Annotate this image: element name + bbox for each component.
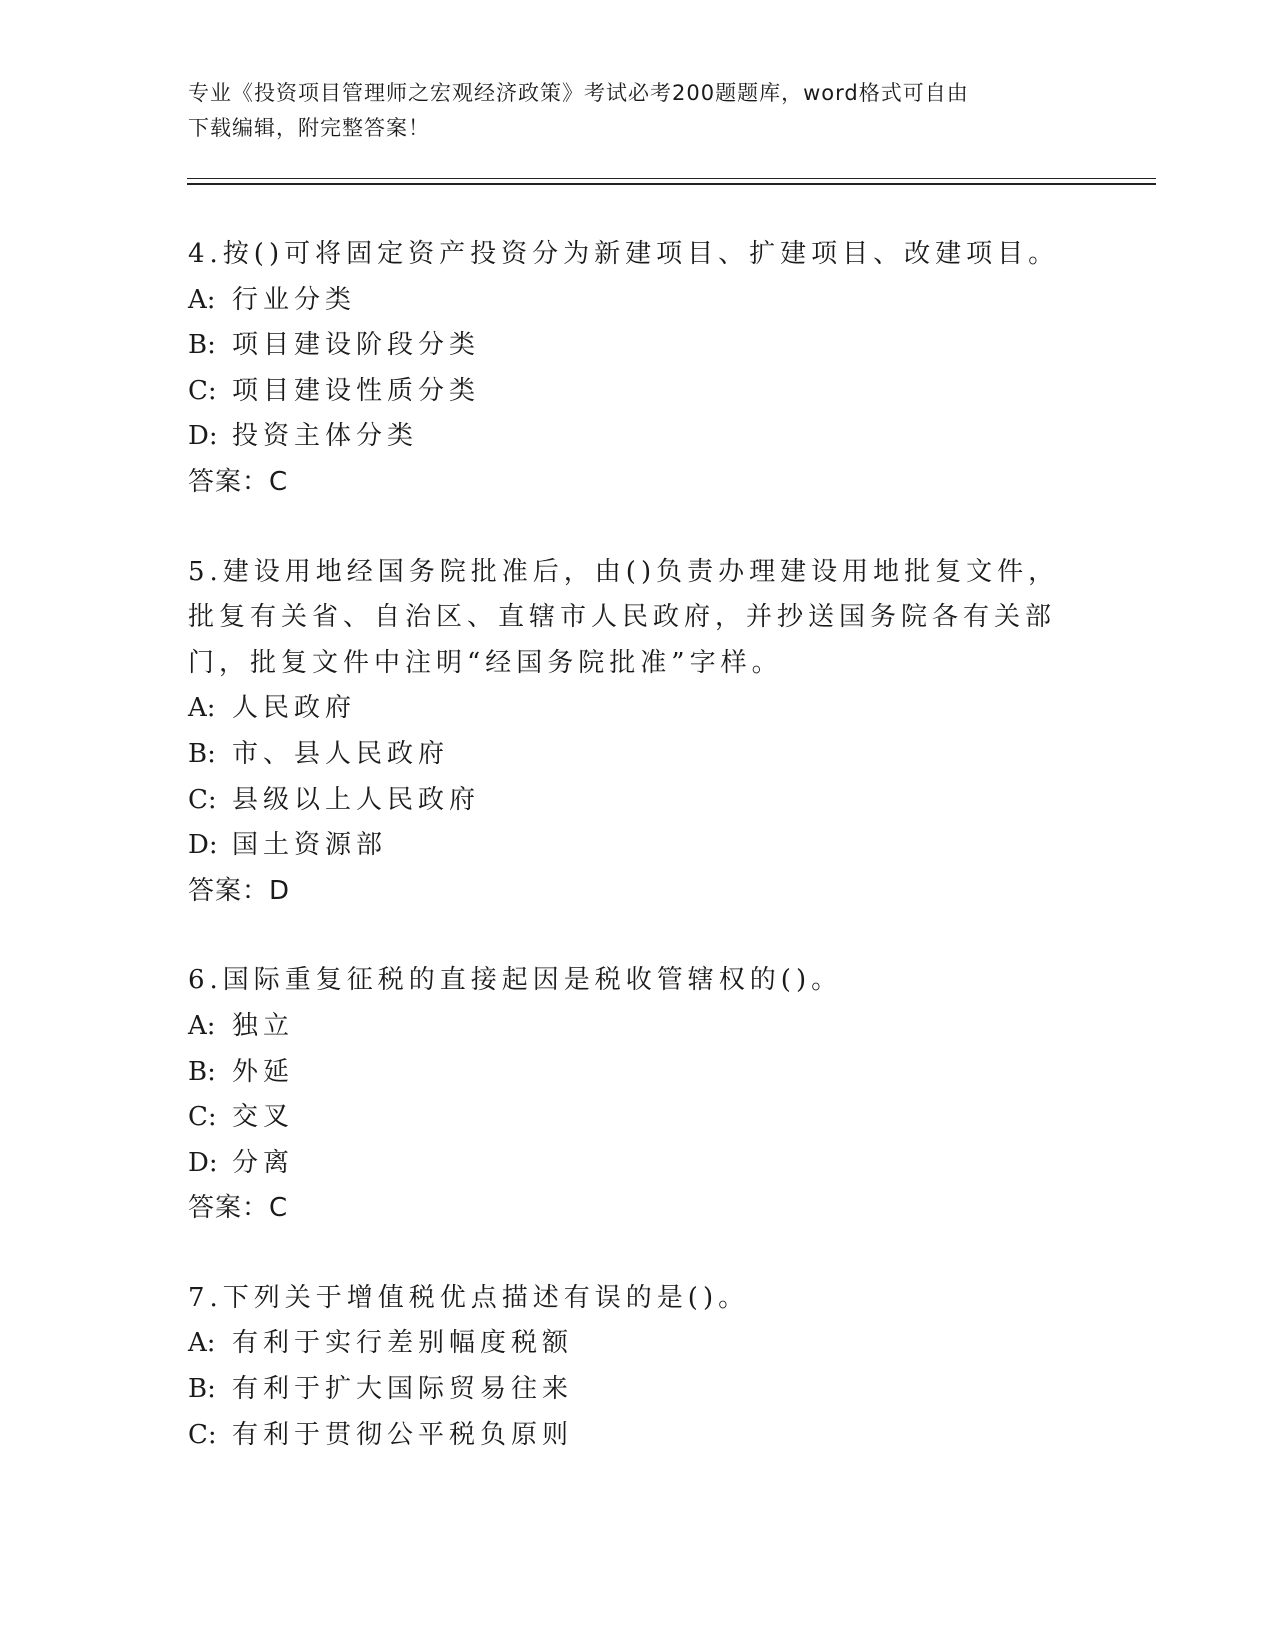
question-7 (188, 1276, 1068, 1458)
option-b (188, 732, 1068, 778)
option-text: 交叉 (232, 1102, 295, 1133)
option-key: D: (188, 830, 218, 861)
option-text: 投资主体分类 (232, 421, 419, 452)
question-list (188, 232, 1068, 1502)
option-key: B: (188, 738, 216, 769)
option-text: 国土资源部 (232, 830, 388, 861)
option-text: 行业分类 (232, 284, 357, 315)
answer-line: 答案：C (188, 466, 289, 497)
option-b (188, 1050, 1068, 1096)
question-stem: 4.按()可将固定资产投资分为新建项目、扩建项目、改建项目。 (188, 239, 1060, 269)
question-5 (188, 550, 1068, 915)
option-a (188, 1004, 1068, 1050)
option-c (188, 1413, 1068, 1459)
option-key: C: (188, 375, 217, 406)
option-key: D: (188, 421, 218, 452)
option-text: 县级以上人民政府 (232, 784, 481, 815)
option-text: 有利于扩大国际贸易往来 (232, 1374, 574, 1405)
option-a (188, 278, 1068, 324)
option-key: C: (188, 1102, 217, 1133)
option-key: D: (188, 1147, 218, 1178)
option-text: 有利于实行差别幅度税额 (232, 1328, 574, 1359)
option-text: 独立 (232, 1010, 295, 1041)
header-rule-thin (187, 178, 1156, 179)
option-key: C: (188, 784, 217, 815)
option-text: 分离 (232, 1147, 295, 1178)
option-key: C: (188, 1419, 217, 1450)
header-rule-thick (187, 183, 1156, 185)
option-text: 市、县人民政府 (232, 738, 450, 769)
document-header (188, 76, 1088, 146)
option-c (188, 369, 1068, 415)
header-line-2: 下载编辑，附完整答案！ (188, 116, 430, 140)
option-a (188, 1321, 1068, 1367)
option-d (188, 1141, 1068, 1187)
option-d (188, 414, 1068, 460)
question-stem: 5.建设用地经国务院批准后，由()负责办理建设用地批复文件，批复有关省、自治区、直辖市人民政府，并抄送国务院各有关部门，批复文件中注明“经国务院批准”字样。 (188, 556, 1060, 678)
option-b (188, 1367, 1068, 1413)
option-text: 有利于贯彻公平税负原则 (232, 1419, 574, 1450)
option-text: 项目建设性质分类 (232, 375, 481, 406)
question-4 (188, 232, 1068, 506)
option-key: B: (188, 1056, 216, 1087)
option-key: A: (188, 693, 216, 724)
option-a (188, 686, 1068, 732)
option-key: A: (188, 1010, 216, 1041)
answer-line: 答案：C (188, 1193, 289, 1224)
option-text: 人民政府 (232, 693, 357, 724)
option-text: 外延 (232, 1056, 295, 1087)
option-key: A: (188, 284, 216, 315)
question-6 (188, 958, 1068, 1232)
question-stem: 7.下列关于增值税优点描述有误的是()。 (188, 1282, 750, 1313)
option-d (188, 823, 1068, 869)
question-stem: 6.国际重复征税的直接起因是税收管辖权的()。 (188, 965, 843, 996)
option-c (188, 778, 1068, 824)
option-text: 项目建设阶段分类 (232, 330, 481, 361)
option-key: A: (188, 1328, 216, 1359)
option-key: B: (188, 1374, 216, 1405)
option-key: B: (188, 330, 216, 361)
option-b (188, 323, 1068, 369)
answer-line: 答案：D (188, 875, 291, 906)
header-line-1: 专业《投资项目管理师之宏观经济政策》考试必考200题题库，word格式可自由 (188, 81, 969, 105)
option-c (188, 1095, 1068, 1141)
